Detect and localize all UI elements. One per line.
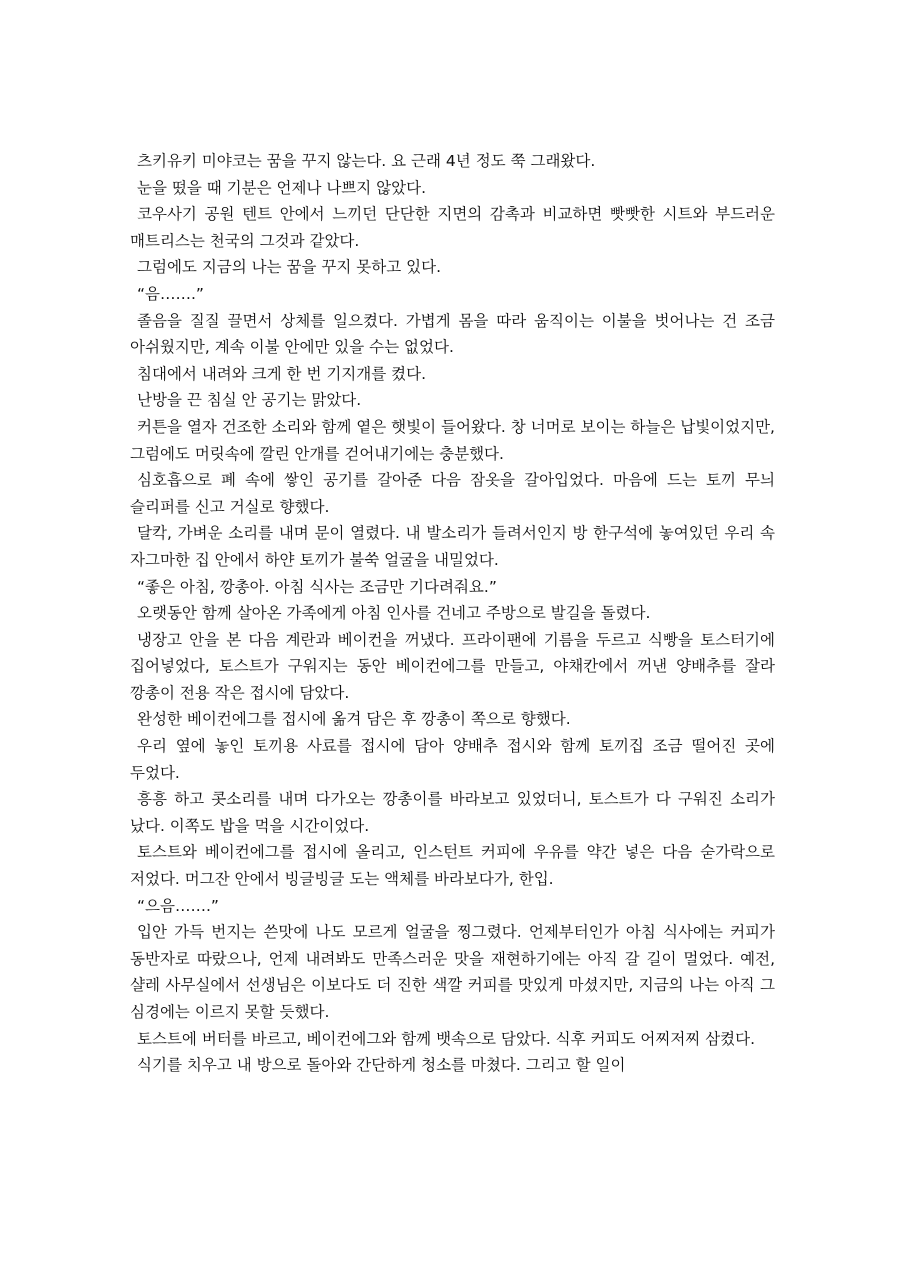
document-page xyxy=(130,148,775,1079)
paragraph: 완성한 베이컨에그를 접시에 옮겨 담은 후 깡총이 쪽으로 향했다. xyxy=(137,710,571,729)
paragraph: 식기를 치우고 내 방으로 돌아와 간단하게 청소를 마쳤다. 그리고 할 일이 xyxy=(137,1056,626,1075)
paragraph: 그럼에도 지금의 나는 꿈을 꾸지 못하고 있다. xyxy=(137,258,442,277)
paragraph: 심호흡으로 폐 속에 쌓인 공기를 갈아준 다음 잠옷을 갈아입었다. 마음에 드는 토끼 무늬 슬리퍼를 신고 거실로 향했다. xyxy=(130,471,775,516)
paragraph: 토스트에 버터를 바르고, 베이컨에그와 함께 뱃속으로 담았다. 식후 커피도 어찌저찌 삼켰다. xyxy=(137,1029,756,1048)
paragraph: “음…….” xyxy=(137,284,204,303)
paragraph: 츠키유키 미야코는 꿈을 꾸지 않는다. 요 근래 4년 정도 쭉 그래왔다. xyxy=(137,152,596,170)
paragraph: 침대에서 내려와 크게 한 번 기지개를 켰다. xyxy=(137,364,427,383)
paragraph: “으음…….” xyxy=(137,896,219,915)
paragraph: 냉장고 안을 본 다음 계란과 베이컨을 꺼냈다. 프라이팬에 기름을 두르고 식빵을 토스터기에 집어넣었다, 토스트가 구워지는 동안 베이컨에그를 만들고, 야채칸에서 꺼낸 양배추를 잘라 깡총이 전용 작은 접시에 담았다. xyxy=(130,630,775,702)
paragraph: 입안 가득 번지는 쓴맛에 나도 모르게 얼굴을 찡그렸다. 언제부터인가 아침 식사에는 커피가 동반자로 따랐으나, 언제 내려봐도 만족스러운 맛을 재현하기에는 아직 갈 길이 멀었다. 예전, 샬레 사무실에서 선생님은 이보다도 더 진한 색깔 커피를 맛있게 마셨지만, 지금의 나는 아직 그 심경에는 이르지 못할 듯했다. xyxy=(130,923,775,1021)
paragraph: 오랫동안 함께 살아온 가족에게 아침 인사를 건네고 주방으로 발길을 돌렸다. xyxy=(137,604,651,623)
paragraph: 토스트와 베이컨에그를 접시에 올리고, 인스턴트 커피에 우유를 약간 넣은 다음 숟가락으로 저었다. 머그잔 안에서 빙글빙글 도는 액체를 바라보다가, 한입. xyxy=(130,843,775,889)
paragraph: 흥흥 하고 콧소리를 내며 다가오는 깡총이를 바라보고 있었더니, 토스트가 다 구워진 소리가 났다. 이쪽도 밥을 먹을 시간이었다. xyxy=(130,790,775,835)
paragraph: 졸음을 질질 끌면서 상체를 일으켰다. 가볍게 몸을 따라 움직이는 이불을 벗어나는 건 조금 아쉬웠지만, 계속 이불 안에만 있을 수는 없었다. xyxy=(130,311,775,357)
paragraph: 우리 옆에 놓인 토끼용 사료를 접시에 담아 양배추 접시와 함께 토끼집 조금 떨어진 곳에 두었다. xyxy=(130,737,775,782)
paragraph: “좋은 아침, 깡총아. 아침 식사는 조금만 기다려줘요.” xyxy=(137,577,497,596)
paragraph: 코우사기 공원 텐트 안에서 느끼던 단단한 지면의 감촉과 비교하면 빳빳한 시트와 부드러운 매트리스는 천국의 그것과 같았다. xyxy=(130,205,775,250)
paragraph: 달칵, 가벼운 소리를 내며 문이 열렸다. 내 발소리가 들려서인지 방 한구석에 놓여있던 우리 속 자그마한 집 안에서 하얀 토끼가 불쑥 얼굴을 내밀었다. xyxy=(130,524,775,569)
paragraph: 눈을 떴을 때 기분은 언제나 나쁘지 않았다. xyxy=(137,178,427,197)
paragraph: 커튼을 열자 건조한 소리와 함께 옅은 햇빛이 들어왔다. 창 너머로 보이는 하늘은 납빛이었지만, 그럼에도 머릿속에 깔린 안개를 걷어내기에는 충분했다. xyxy=(130,417,775,463)
paragraph: 난방을 끈 침실 안 공기는 맑았다. xyxy=(137,391,362,410)
